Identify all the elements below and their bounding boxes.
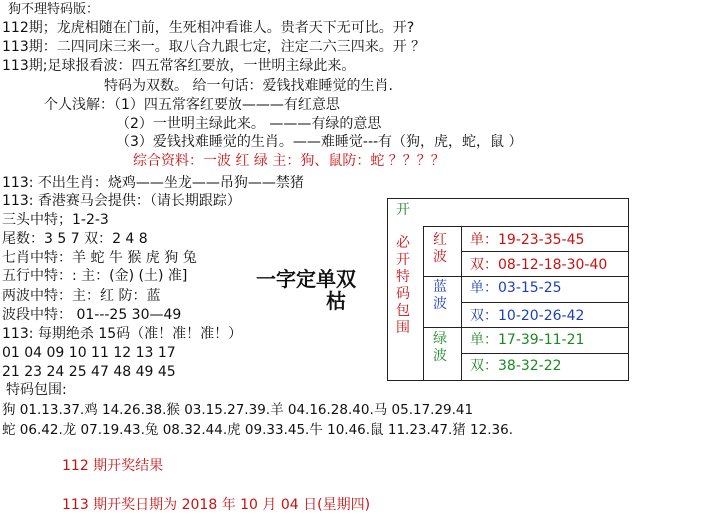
panel-divider-v1: [423, 226, 424, 380]
green-single: 单：17-39-11-21: [470, 332, 585, 348]
blue-single: 单：03-15-25: [470, 280, 562, 296]
big-heading-1: 一字定单双: [256, 267, 356, 291]
green-wave-label: 绿波: [433, 331, 447, 364]
big-heading-2: 枯: [326, 289, 346, 313]
riddle-line-2: 个人浅解：（1）四五常客红要放———有红意思: [44, 97, 340, 113]
kill-numbers-1: 01 04 09 10 11 12 13 17: [2, 345, 176, 361]
not-out-zodiac: 113: 不出生肖：烧鸡——坐龙——吊狗——禁猪: [2, 175, 304, 191]
tail-numbers: 尾数：3 5 7 双：2 4 8: [2, 231, 148, 247]
date-113: 113 期开奖日期为 2018 年 10 月 04 日(星期四): [62, 497, 371, 513]
panel-divider-r3: [461, 353, 628, 354]
page-title: 狗不理特码版：: [8, 2, 100, 17]
green-double: 双：38-32-22: [470, 358, 562, 374]
special-code-panel: [387, 198, 629, 381]
line-113-a: 113期：二四同床三来一。取八合九跟七定，注定二六三四来。开 ？: [2, 39, 426, 55]
panel-divider-h2: [423, 327, 628, 328]
blue-wave-label: 蓝波: [433, 279, 447, 312]
line-113-b: 113期;足球报看波：四五常客红要放，一世明主绿此来。: [2, 58, 356, 74]
riddle-line-4: （3）爱钱找难睡觉的生肖。——难睡觉---有（狗，虎，蛇，鼠 ）: [116, 134, 523, 150]
result-112: 112 期开奖结果: [62, 458, 164, 474]
seven-zodiac: 七肖中特：羊 蛇 牛 猴 虎 狗 兔: [2, 250, 197, 266]
panel-divider-v2: [461, 226, 462, 380]
two-waves: 两波中特：主：红 防：蓝: [2, 288, 161, 304]
red-single: 单：19-23-35-45: [470, 232, 585, 248]
panel-divider-h1: [423, 276, 628, 277]
summary-line: 综合资料：一波 红 绿 主：狗、鼠防：蛇 ？？？？: [133, 153, 445, 169]
cover-line-1: 狗 01.13.37.鸡 14.26.38.猴 03.15.27.39.羊 04.16.28.40.马 05.17.29.41: [2, 402, 474, 418]
cover-title: 特码包围:: [6, 382, 67, 398]
riddle-line-3: （2）一世明主绿此来。 ———有绿的意思: [116, 116, 382, 132]
riddle-line-1: 特码为双数。 给一句话：爱钱找难睡觉的生肖.: [104, 78, 393, 94]
panel-divider-h0: [423, 226, 628, 227]
blue-double: 双：10-20-26-42: [470, 308, 585, 324]
kill-line: 113: 每期绝杀 15码（准！准！准！）: [2, 326, 243, 342]
wave-segment: 波段中特： 01---25 30—49: [2, 307, 182, 323]
red-wave-label: 红波: [433, 232, 447, 265]
five-elements: 五行中特：: 主：(金) (土) 准]: [2, 268, 188, 284]
hk-line: 113: 香港赛马会提供：（请长期跟踪）: [2, 193, 241, 209]
panel-divider-r2: [461, 302, 628, 303]
line-112: 112期；龙虎相随在门前，生死相冲看谁人。贵者天下无可比。开?: [2, 20, 415, 36]
kill-numbers-2: 21 23 24 25 47 48 49 45: [2, 364, 176, 380]
panel-must-label: 必开特码包围: [396, 235, 410, 336]
three-head: 三头中特；1-2-3: [2, 212, 109, 228]
red-double: 双：08-12-18-30-40: [470, 257, 608, 273]
panel-open-label: 开: [396, 202, 410, 218]
cover-line-2: 蛇 06.42.龙 07.19.43.兔 08.32.44.虎 09.33.45.牛 10.46.鼠 11.23.47.猪 12.36.: [2, 422, 513, 438]
panel-divider-r1: [461, 251, 628, 252]
